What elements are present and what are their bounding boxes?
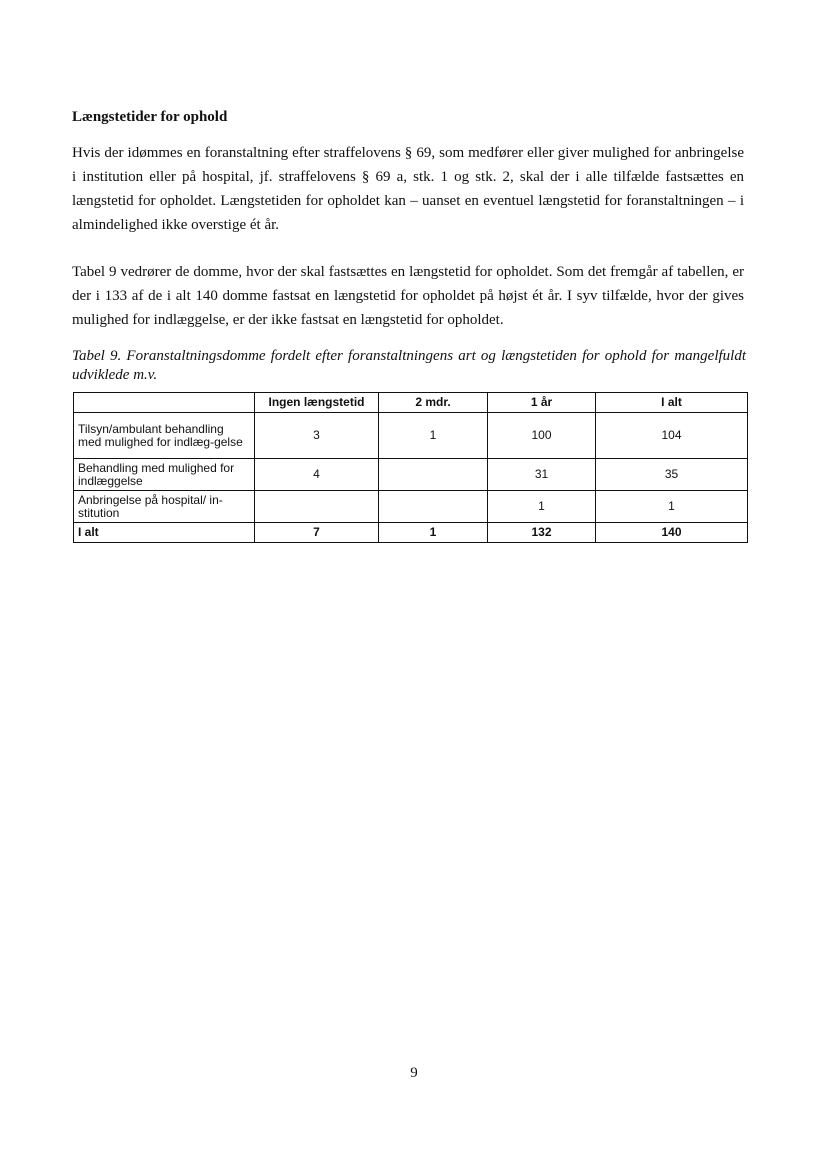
header-ingen-laengstetid: Ingen længstetid (255, 393, 379, 413)
total-2-mdr: 1 (379, 523, 488, 543)
row-label: Tilsyn/ambulant behandling med mulighed for indlæg-gelse (74, 413, 255, 459)
paragraph-table-description: Tabel 9 vedrører de domme, hvor der skal fastsættes en længstetid for opholdet. Som det fremgår af tabellen, er der i 133 af de i alt 140 domme fastsat en længstetid for opholdet på højst ét år. I syv tilfælde, hvor der gives mulighed for indlæggelse, er der ikke fastsat en længstetid for opholdet. (72, 264, 744, 328)
table-row (74, 491, 748, 523)
table-caption: Tabel 9. Foranstaltningsdomme fordelt efter foranstaltningens art og længstetiden for ophold for mangelfuldt udviklede m.v. (72, 348, 746, 383)
section-heading: Længstetider for ophold (72, 109, 228, 125)
total-label: I alt (74, 523, 255, 543)
cell-1-aar: 1 (488, 491, 596, 523)
row-label: Behandling med mulighed for indlæggelse (74, 459, 255, 491)
total-i-alt: 140 (596, 523, 748, 543)
header-2-mdr: 2 mdr. (379, 393, 488, 413)
cell-1-aar: 100 (488, 413, 596, 459)
row-label: Anbringelse på hospital/ in-stitution (74, 491, 255, 523)
sentences-table (73, 392, 748, 543)
cell-i-alt: 104 (596, 413, 748, 459)
header-1-aar: 1 år (488, 393, 596, 413)
cell-2-mdr (379, 459, 488, 491)
table-total-row (74, 523, 748, 543)
cell-i-alt: 35 (596, 459, 748, 491)
total-ingen-laengstetid: 7 (255, 523, 379, 543)
table-row (74, 459, 748, 491)
cell-1-aar: 31 (488, 459, 596, 491)
page-number: 9 (410, 1065, 418, 1081)
table-row (74, 413, 748, 459)
header-empty (74, 393, 255, 413)
cell-2-mdr: 1 (379, 413, 488, 459)
cell-ingen-laengstetid (255, 491, 379, 523)
table-header-row (74, 393, 748, 413)
cell-2-mdr (379, 491, 488, 523)
paragraph-intro: Hvis der idømmes en foranstaltning efter straffelovens § 69, som medfører eller giver mulighed for anbringelse i institution eller på hospital, jf. straffelovens § 69 a, stk. 1 og stk. 2, skal der i alle tilfælde fastsættes en længstetid for opholdet. Længstetiden for opholdet kan – uanset en eventuel længstetid for foranstaltningen – i almindelighed ikke overstige ét år. (72, 145, 744, 233)
cell-ingen-laengstetid: 4 (255, 459, 379, 491)
header-i-alt: I alt (596, 393, 748, 413)
cell-ingen-laengstetid: 3 (255, 413, 379, 459)
total-1-aar: 132 (488, 523, 596, 543)
cell-i-alt: 1 (596, 491, 748, 523)
